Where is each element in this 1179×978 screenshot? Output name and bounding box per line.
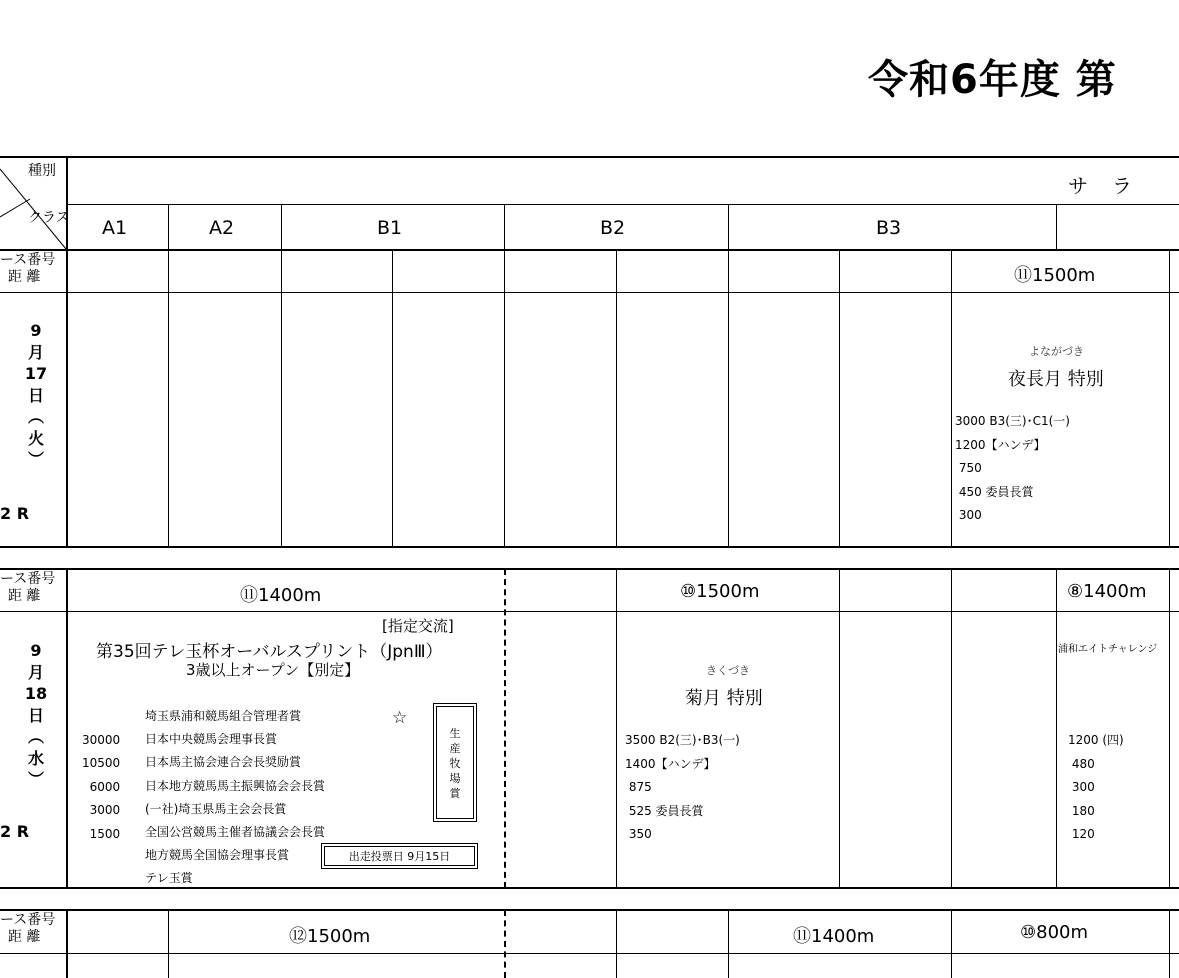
day2-race3-name: 浦和エイトチャレンジ [1058, 644, 1158, 655]
breeder-award-box [433, 703, 477, 822]
date-char: 18 [24, 684, 48, 703]
day3-distance-1: ⑫1500m [289, 926, 371, 947]
day2-race2-prizes: 3500 B2(三)･B3(一) 1400【ハンデ】 875 525 委員長賞 350 [625, 733, 740, 841]
date-char: 9 [30, 321, 42, 340]
star-icon: ☆ [392, 708, 408, 728]
day1-distance: ⑪1500m [1014, 265, 1096, 286]
date-char: ︶ [27, 770, 44, 789]
date-char: 17 [24, 364, 48, 383]
day1-race-count: 2 R [0, 504, 30, 523]
day2-race-count: 2 R [0, 822, 30, 841]
main-race-awards: 埼玉県浦和競馬組合管理者賞 日本中央競馬会理事長賞 日本馬主協会連合会長奨励賞 日本地方競馬馬主振興協会会長賞 (一社)埼玉県馬主会会長賞 全国公営競馬主催者協議会会長賞 地方競馬全国協会理事長賞 テレ玉賞 [145, 709, 326, 886]
class-b3: B3 [876, 217, 902, 239]
date-char: ︵ [27, 727, 44, 746]
date-char: 月 [27, 342, 44, 362]
distance-label-1: 距 離 [8, 269, 41, 285]
day2-race2-ruby: きくづき [706, 664, 750, 677]
category-sara: サ ラ [1068, 174, 1134, 198]
class-a2: A2 [209, 217, 235, 239]
race-no-label-3: ース番号 [0, 912, 56, 928]
day1-race-prizes: 3000 B3(三)･C1(一) 1200【ハンデ】 750 450 委員長賞 300 [955, 414, 1070, 522]
day2-distance-1: ⑪1400m [240, 585, 322, 606]
distance-label-2: 距 離 [8, 588, 41, 604]
date-char: 月 [27, 662, 44, 682]
day2-race2-name: 菊月 特別 [685, 688, 763, 709]
day2-date [18, 640, 54, 791]
date-char: 日 [27, 705, 44, 725]
day1-race-ruby: よながづき [1029, 345, 1084, 358]
day2-race3-prizes: 1200 (四) 480 300 180 120 [1068, 733, 1124, 841]
class-b2: B2 [600, 217, 626, 239]
distance-label-3: 距 離 [8, 929, 41, 945]
class-a1: A1 [102, 217, 128, 239]
breeder-award-text: 生産牧場賞 [449, 727, 461, 800]
main-race-name: 第35回テレ玉杯オーバルスプリント（JpnⅢ） [96, 642, 443, 662]
type-label: 種別 [28, 163, 56, 179]
race-no-label-1: ース番号 [0, 252, 56, 268]
main-race-condition: 3歳以上オープン【別定】 [186, 661, 360, 679]
date-char: ︵ [27, 407, 44, 426]
day1-date [18, 320, 54, 471]
day2-distance-3: ⑧1400m [1067, 581, 1147, 602]
main-race-amounts: 30000 10500 6000 3000 1500 [82, 732, 121, 841]
entry-vote-box [321, 843, 478, 869]
day3-distance-3: ⑩800m [1020, 922, 1089, 943]
day1-race-name: 夜長月 特別 [1008, 369, 1104, 390]
main-race-tag: [指定交流] [382, 617, 454, 635]
date-char: 9 [30, 641, 42, 660]
date-char: ︶ [27, 450, 44, 469]
entry-vote-text: 出走投票日 9月15日 [348, 850, 451, 863]
date-char: 火 [27, 428, 44, 448]
page-title: 令和6年度 第 [868, 57, 1117, 103]
day3-distance-2: ⑪1400m [793, 926, 875, 947]
race-no-label-2: ース番号 [0, 571, 56, 587]
day2-distance-2: ⑩1500m [680, 581, 760, 602]
date-char: 水 [27, 748, 44, 768]
class-b1: B1 [377, 217, 403, 239]
date-char: 日 [27, 385, 44, 405]
class-label: クラス [28, 210, 70, 226]
